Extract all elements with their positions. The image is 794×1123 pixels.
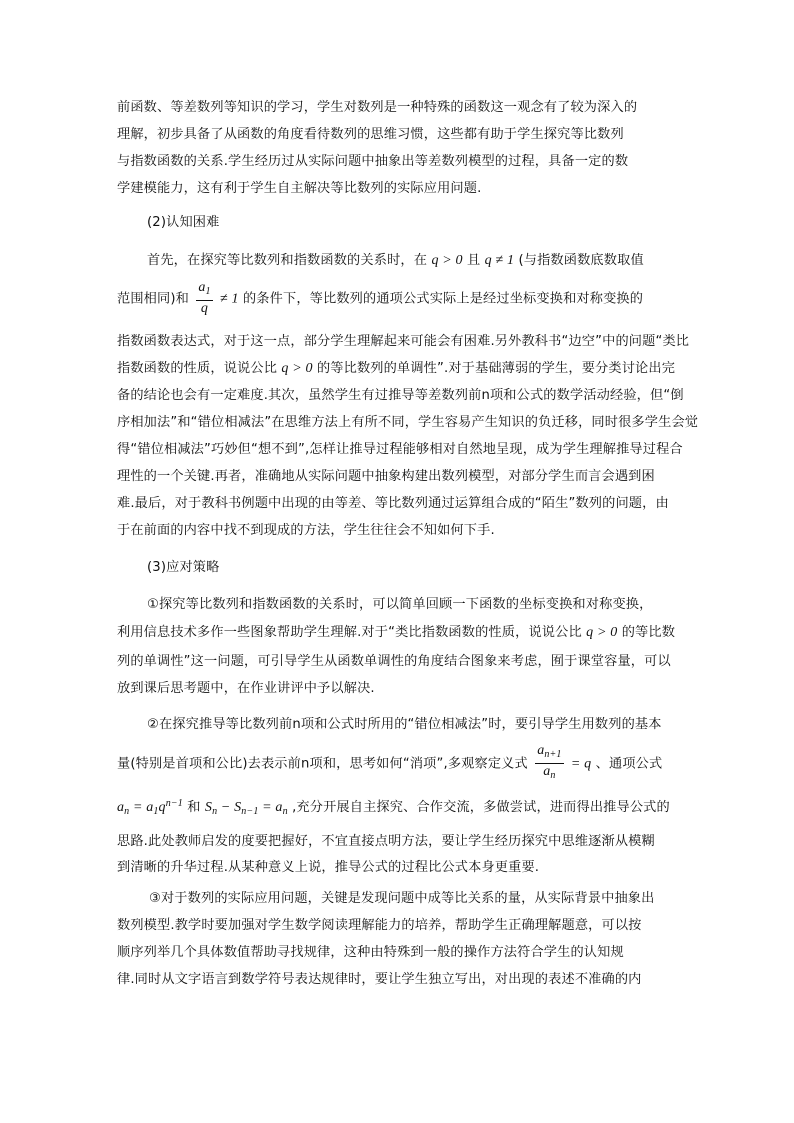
paragraph-4-line-2 [117,743,662,784]
paragraph-2-line-1-text-a: 首先，在探究等比数列和指数函数的关系时，在 [147,253,428,268]
paragraph-1-line-4: 学建模能力，这有利于学生自主解决等比数列的实际应用问题. [117,181,482,196]
math-q-not-one: q ≠ 1 [484,253,515,268]
paragraph-4-line-2-text-b: 、通项公式 [595,756,663,772]
math-q-positive: q > 0 [431,253,463,268]
paragraph-3-line-2-text-b: 的等比数 [621,625,676,640]
paragraph-2-line-2-text-b: 的条件下，等比数列的通项公式实际上是经过坐标变换和对称变换的 [242,291,644,307]
paragraph-2-line-2-text-a: 范围相同)和 [117,291,189,307]
paragraph-4-line-3-text-b: ,充分开展自主探究、合作交流，多做尝试，进而得出推导公式的 [292,800,670,815]
paragraph-2-line-5: 备的结论也会有一定难度.其次，虽然学生有过推导等差数列前n项和公式的数学活动经验，但“倒 [117,388,684,403]
paragraph-2-line-4-text-b: 的等比数列的单调性”.对于基础薄弱的学生，要分类讨论出完 [316,361,676,376]
paragraph-1-line-3: 与指数函数的关系.学生经历过从实际问题中抽象出等差数列模型的过程，具备一定的数 [117,154,629,169]
math-q-positive: q > 0 [586,625,618,640]
fraction-denominator: q [200,301,209,316]
paragraph-3-line-3: 列的单调性”这一问题，可引导学生从函数单调性的角度结合图象来考虑，囿于课堂容量，可以 [117,654,671,669]
paragraph-2-line-1-text-b: 且 [466,253,481,268]
paragraph-2-line-7: 得“错位相减法”巧妙但“想不到”,怎样让推导过程能够相对自然地呈现，成为学生理解推导过程合 [117,442,683,457]
fraction-numerator: $a_{n+1}$ [535,743,563,764]
math-sum-difference-formula: $S_n - S_{n-1} = a_n$ [204,800,288,817]
paragraph-3-line-1: ①探究等比数列和指数函数的关系时，可以简单回顾一下函数的坐标变换和对称变换， [147,597,653,612]
heading-cognitive-difficulties: (2)认知困难 [147,215,220,230]
paragraph-2-line-6: 序相加法”和“错位相减法”在思维方法上有所不同，学生容易产生知识的负迁移，同时很多学生会觉 [117,415,699,430]
paragraph-2-line-8: 理性的一个关键.再者，准确地从实际问题中抽象构建出数列模型，对部分学生而言会遇到困 [117,469,655,484]
fraction-numerator: $a_1$ [196,280,212,301]
paragraph-4-line-1: ②在探究推导等比数列前n项和公式时所用的“错位相减法”时，要引导学生用数列的基本 [147,717,662,732]
paragraph-1-line-2: 理解，初步具备了从函数的角度看待数列的思维习惯，这些都有助于学生探究等比数列 [117,127,624,142]
paragraph-1-line-1: 前函数、等差数列等知识的学习，学生对数列是一种特殊的函数这一观念有了较为深入的 [117,100,638,115]
paragraph-4-line-4: 思路.此处教师启发的度要把握好，不宜直接点明方法，要让学生经历探究中思维逐渐从模糊 [117,834,655,849]
paragraph-2-line-4-text-a: 指数函数的性质，说说公比 [117,361,278,376]
math-equals-q: = q [570,756,592,772]
paragraph-2-line-9: 难.最后，对于教科书例题中出现的由等差、等比数列通过运算组合成的“陌生”数列的问题，由 [117,496,669,511]
paragraph-2-line-1-text-c: (与指数函数底数取值 [518,253,644,268]
paragraph-5-line-1: ③对于数列的实际应用问题，关键是发现问题中成等比关系的量，从实际背景中抽象出 [149,891,655,906]
paragraph-2-line-10: 于在前面的内容中找不到现成的方法，学生往往会不知如何下手. [117,523,495,538]
paragraph-5-line-3: 顺序列举几个具体数值帮助寻找规律，这种由特殊到一般的操作方法符合学生的认知规 [117,945,624,960]
math-fraction-ratio-definition [535,743,563,784]
paragraph-3-line-2 [117,621,675,641]
paragraph-2-line-4 [117,357,675,377]
paragraph-5-line-2: 数列模型.教学时要加强对学生数学阅读理解能力的培养，帮助学生正确理解题意，可以按 [117,918,642,933]
math-fraction-a1-over-q [196,280,212,317]
paragraph-3-line-4: 放到课后思考题中，在作业讲评中予以解决. [117,681,375,696]
paragraph-4-line-3 [117,796,670,817]
math-not-equal-one: ≠ 1 [219,291,239,307]
math-general-term-formula: $a_n = a_1q^{n-1}$ [117,798,183,817]
paragraph-5-line-4: 律.同时从文字语言到数学符号表达规律时，要让学生独立写出，对出现的表述不准确的内 [117,972,642,987]
paragraph-4-line-5: 到清晰的升华过程.从某种意义上说，推导公式的过程比公式本身更重要. [117,860,540,875]
paragraph-2-line-2 [117,280,643,317]
paragraph-4-line-3-text-a: 和 [187,800,201,815]
math-q-positive: q > 0 [281,361,313,376]
fraction-denominator: $a_n$ [543,764,556,781]
paragraph-2-line-1 [147,249,644,269]
paragraph-4-line-2-text-a: 量(特别是首项和公比)去表示前n项和，思考如何“消项”,多观察定义式 [117,756,528,772]
paragraph-2-line-3: 指数函数表达式，对于这一点，部分学生理解起来可能会有困难.另外教科书“边空”中的问题“类比 [117,334,690,349]
heading-coping-strategies: (3)应对策略 [147,560,220,575]
paragraph-3-line-2-text-a: 利用信息技术多作一些图象帮助学生理解.对于“类比指数函数的性质，说说公比 [117,625,582,640]
